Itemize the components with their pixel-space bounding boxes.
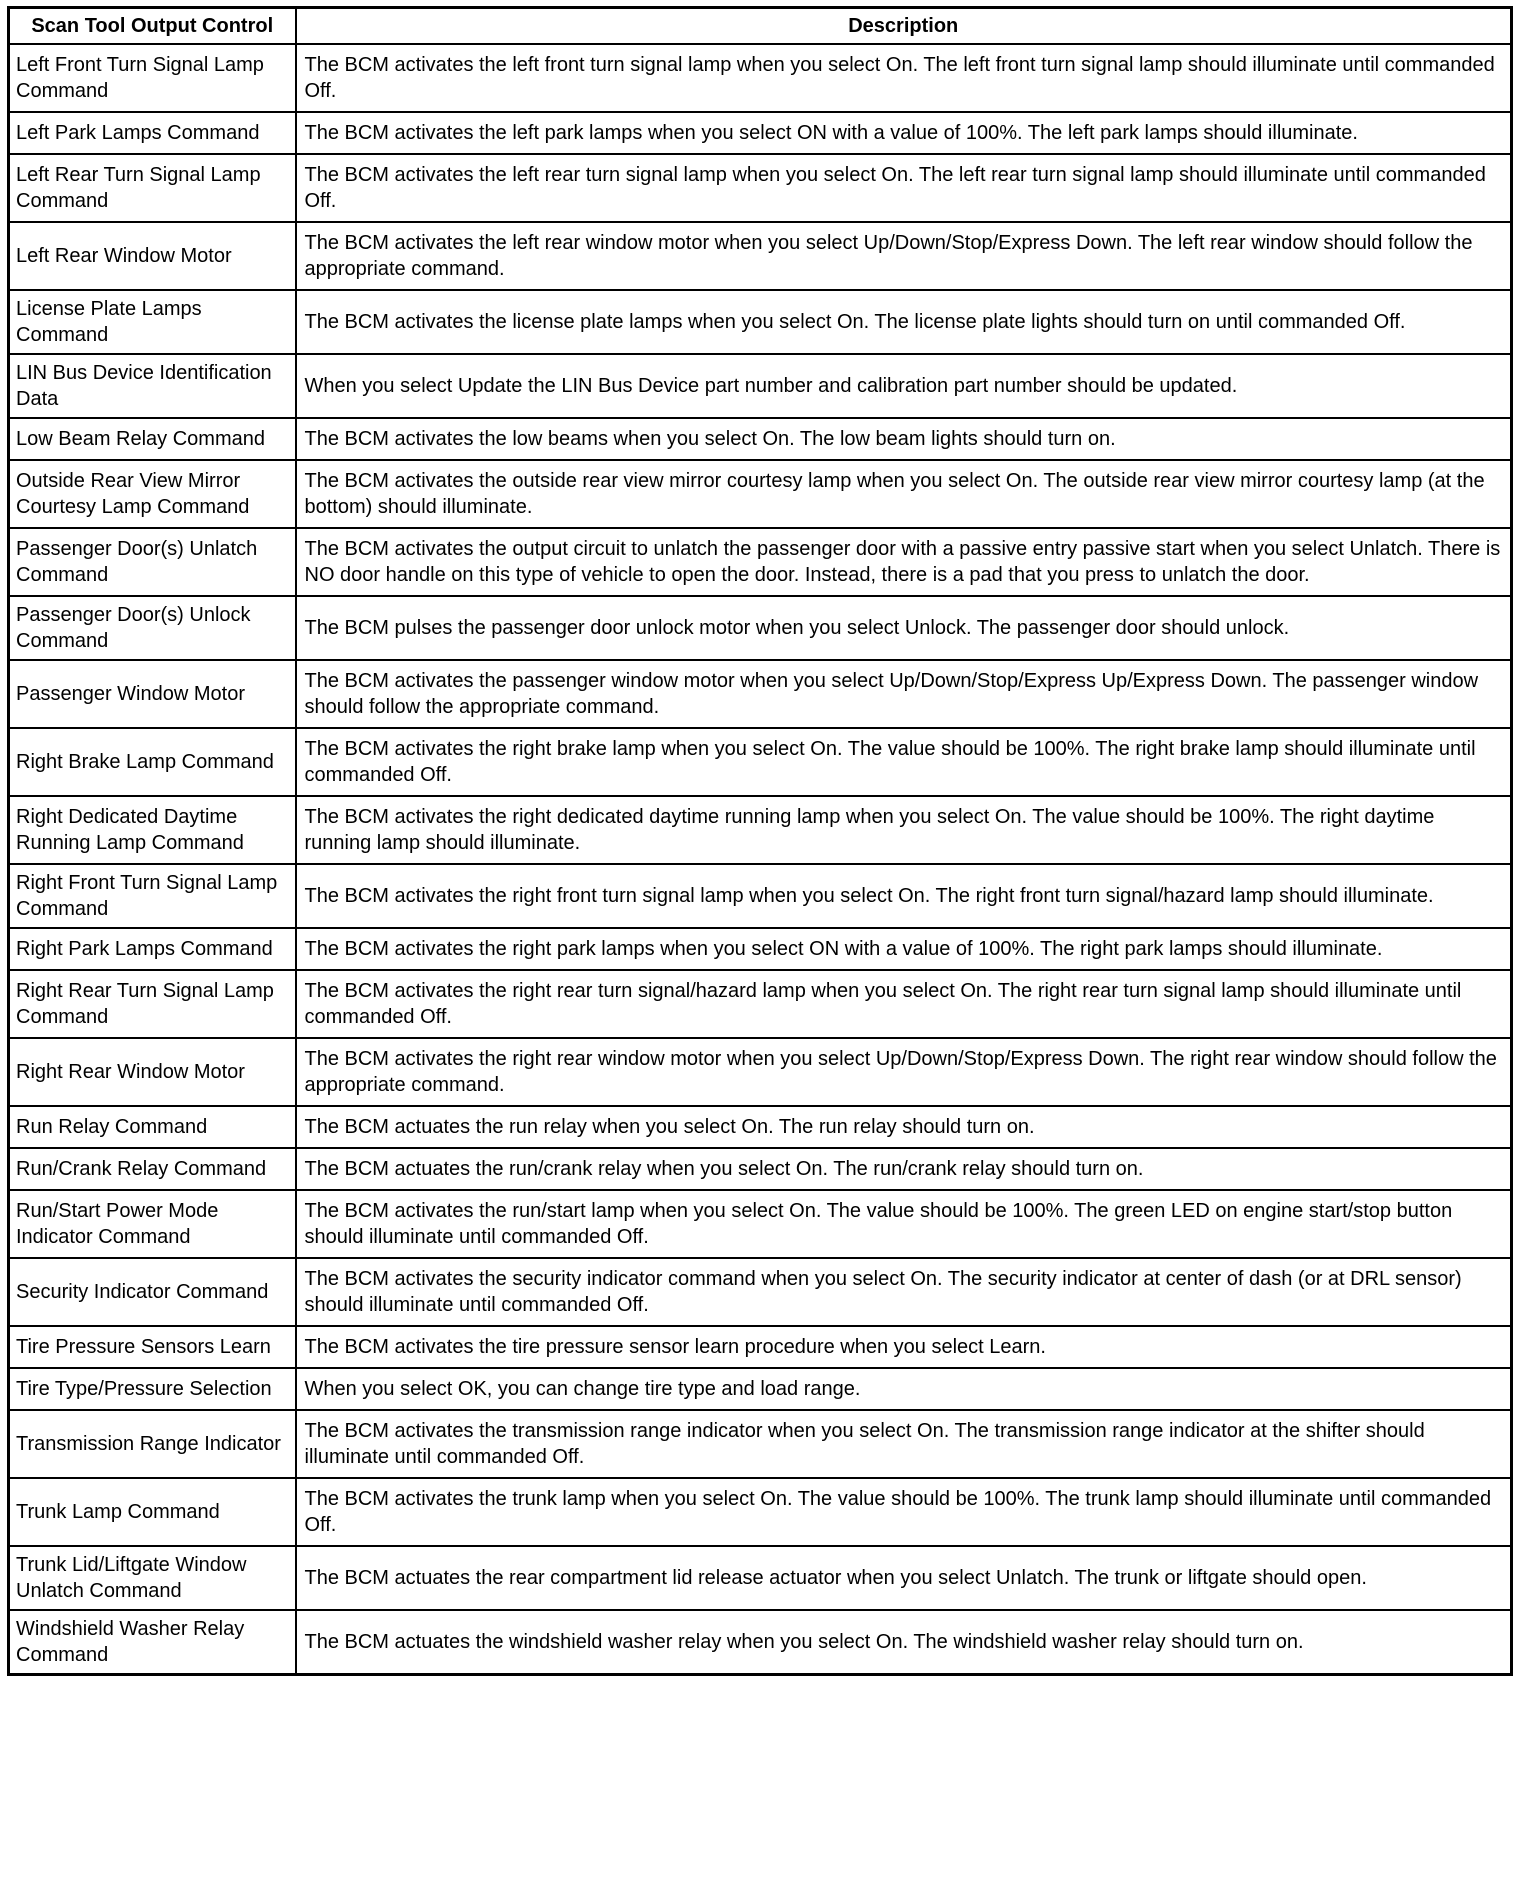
control-cell: Passenger Window Motor [9, 660, 296, 728]
control-cell: Left Rear Window Motor [9, 222, 296, 290]
control-cell: Right Brake Lamp Command [9, 728, 296, 796]
table-row [9, 1106, 1512, 1148]
header-scan-tool-output-control: Scan Tool Output Control [9, 8, 296, 45]
table-row [9, 44, 1512, 112]
control-cell: Tire Type/Pressure Selection [9, 1368, 296, 1410]
control-cell: License Plate Lamps Command [9, 290, 296, 354]
table-row [9, 112, 1512, 154]
control-cell: Right Rear Turn Signal Lamp Command [9, 970, 296, 1038]
description-cell: The BCM activates the trunk lamp when you select On. The value should be 100%. The trunk lamp should illuminate until commanded Off. [296, 1478, 1512, 1546]
description-cell: The BCM activates the outside rear view mirror courtesy lamp when you select On. The outside rear view mirror courtesy lamp (at the bottom) should illuminate. [296, 460, 1512, 528]
control-cell: Outside Rear View Mirror Courtesy Lamp Command [9, 460, 296, 528]
table-row [9, 928, 1512, 970]
table-row [9, 1258, 1512, 1326]
control-cell: LIN Bus Device Identification Data [9, 354, 296, 418]
description-cell: The BCM activates the left front turn signal lamp when you select On. The left front turn signal lamp should illuminate until commanded Off. [296, 44, 1512, 112]
control-cell: Right Park Lamps Command [9, 928, 296, 970]
table-row [9, 596, 1512, 660]
description-cell: The BCM activates the transmission range indicator when you select On. The transmission range indicator at the shifter should illuminate until commanded Off. [296, 1410, 1512, 1478]
control-cell: Left Rear Turn Signal Lamp Command [9, 154, 296, 222]
table-body [9, 44, 1512, 1675]
description-cell: The BCM actuates the windshield washer relay when you select On. The windshield washer relay should turn on. [296, 1610, 1512, 1675]
description-cell: The BCM activates the right dedicated daytime running lamp when you select On. The value should be 100%. The right daytime running lamp should illuminate. [296, 796, 1512, 864]
description-cell: The BCM activates the tire pressure sensor learn procedure when you select Learn. [296, 1326, 1512, 1368]
control-cell: Trunk Lamp Command [9, 1478, 296, 1546]
table-row [9, 460, 1512, 528]
header-description: Description [296, 8, 1512, 45]
description-cell: The BCM activates the security indicator command when you select On. The security indicator at center of dash (or at DRL sensor) should illuminate until commanded Off. [296, 1258, 1512, 1326]
control-cell: Right Front Turn Signal Lamp Command [9, 864, 296, 928]
description-cell: The BCM activates the license plate lamps when you select On. The license plate lights should turn on until commanded Off. [296, 290, 1512, 354]
table-row [9, 728, 1512, 796]
header-row [9, 8, 1512, 45]
table-row [9, 222, 1512, 290]
control-cell: Right Dedicated Daytime Running Lamp Command [9, 796, 296, 864]
table-row [9, 796, 1512, 864]
description-cell: The BCM pulses the passenger door unlock motor when you select Unlock. The passenger door should unlock. [296, 596, 1512, 660]
description-cell: The BCM activates the right rear turn signal/hazard lamp when you select On. The right rear turn signal lamp should illuminate until commanded Off. [296, 970, 1512, 1038]
table-row [9, 1148, 1512, 1190]
control-cell: Run/Start Power Mode Indicator Command [9, 1190, 296, 1258]
description-cell: The BCM activates the right front turn signal lamp when you select On. The right front turn signal/hazard lamp should illuminate. [296, 864, 1512, 928]
table-row [9, 1190, 1512, 1258]
description-cell: The BCM actuates the run relay when you select On. The run relay should turn on. [296, 1106, 1512, 1148]
table-row [9, 1368, 1512, 1410]
description-cell: When you select Update the LIN Bus Device part number and calibration part number should be updated. [296, 354, 1512, 418]
description-cell: The BCM activates the right brake lamp when you select On. The value should be 100%. The right brake lamp should illuminate until commanded Off. [296, 728, 1512, 796]
table-row [9, 970, 1512, 1038]
table-row [9, 1038, 1512, 1106]
control-cell: Left Front Turn Signal Lamp Command [9, 44, 296, 112]
description-cell: The BCM actuates the rear compartment lid release actuator when you select Unlatch. The trunk or liftgate should open. [296, 1546, 1512, 1610]
description-cell: The BCM activates the right rear window motor when you select Up/Down/Stop/Express Down. The right rear window should follow the appropriate command. [296, 1038, 1512, 1106]
description-cell: The BCM activates the output circuit to unlatch the passenger door with a passive entry passive start when you select Unlatch. There is NO door handle on this type of vehicle to open the door. Instead, there is a pad that you press to unlatch the door. [296, 528, 1512, 596]
table-row [9, 1478, 1512, 1546]
description-cell: The BCM activates the low beams when you select On. The low beam lights should turn on. [296, 418, 1512, 460]
description-cell: The BCM actuates the run/crank relay when you select On. The run/crank relay should turn on. [296, 1148, 1512, 1190]
table-row [9, 864, 1512, 928]
control-cell: Security Indicator Command [9, 1258, 296, 1326]
description-cell: The BCM activates the left rear turn signal lamp when you select On. The left rear turn signal lamp should illuminate until commanded Off. [296, 154, 1512, 222]
table-row [9, 660, 1512, 728]
table-row [9, 418, 1512, 460]
table-row [9, 354, 1512, 418]
table-row [9, 1546, 1512, 1610]
table-row [9, 290, 1512, 354]
control-cell: Passenger Door(s) Unlock Command [9, 596, 296, 660]
control-cell: Passenger Door(s) Unlatch Command [9, 528, 296, 596]
description-cell: The BCM activates the left park lamps when you select ON with a value of 100%. The left park lamps should illuminate. [296, 112, 1512, 154]
table-row [9, 1326, 1512, 1368]
control-cell: Run/Crank Relay Command [9, 1148, 296, 1190]
control-cell: Transmission Range Indicator [9, 1410, 296, 1478]
description-cell: The BCM activates the left rear window motor when you select Up/Down/Stop/Express Down. The left rear window should follow the appropriate command. [296, 222, 1512, 290]
control-cell: Tire Pressure Sensors Learn [9, 1326, 296, 1368]
control-cell: Left Park Lamps Command [9, 112, 296, 154]
control-cell: Right Rear Window Motor [9, 1038, 296, 1106]
control-cell: Low Beam Relay Command [9, 418, 296, 460]
description-cell: When you select OK, you can change tire type and load range. [296, 1368, 1512, 1410]
description-cell: The BCM activates the right park lamps when you select ON with a value of 100%. The right park lamps should illuminate. [296, 928, 1512, 970]
table-row [9, 1410, 1512, 1478]
table-row [9, 1610, 1512, 1675]
control-cell: Trunk Lid/Liftgate Window Unlatch Command [9, 1546, 296, 1610]
description-cell: The BCM activates the passenger window motor when you select Up/Down/Stop/Express Up/Express Down. The passenger window should follow the appropriate command. [296, 660, 1512, 728]
table-row [9, 528, 1512, 596]
description-cell: The BCM activates the run/start lamp when you select On. The value should be 100%. The green LED on engine start/stop button should illuminate until commanded Off. [296, 1190, 1512, 1258]
table-row [9, 154, 1512, 222]
control-cell: Windshield Washer Relay Command [9, 1610, 296, 1675]
control-cell: Run Relay Command [9, 1106, 296, 1148]
scan-tool-output-table [7, 6, 1513, 1676]
